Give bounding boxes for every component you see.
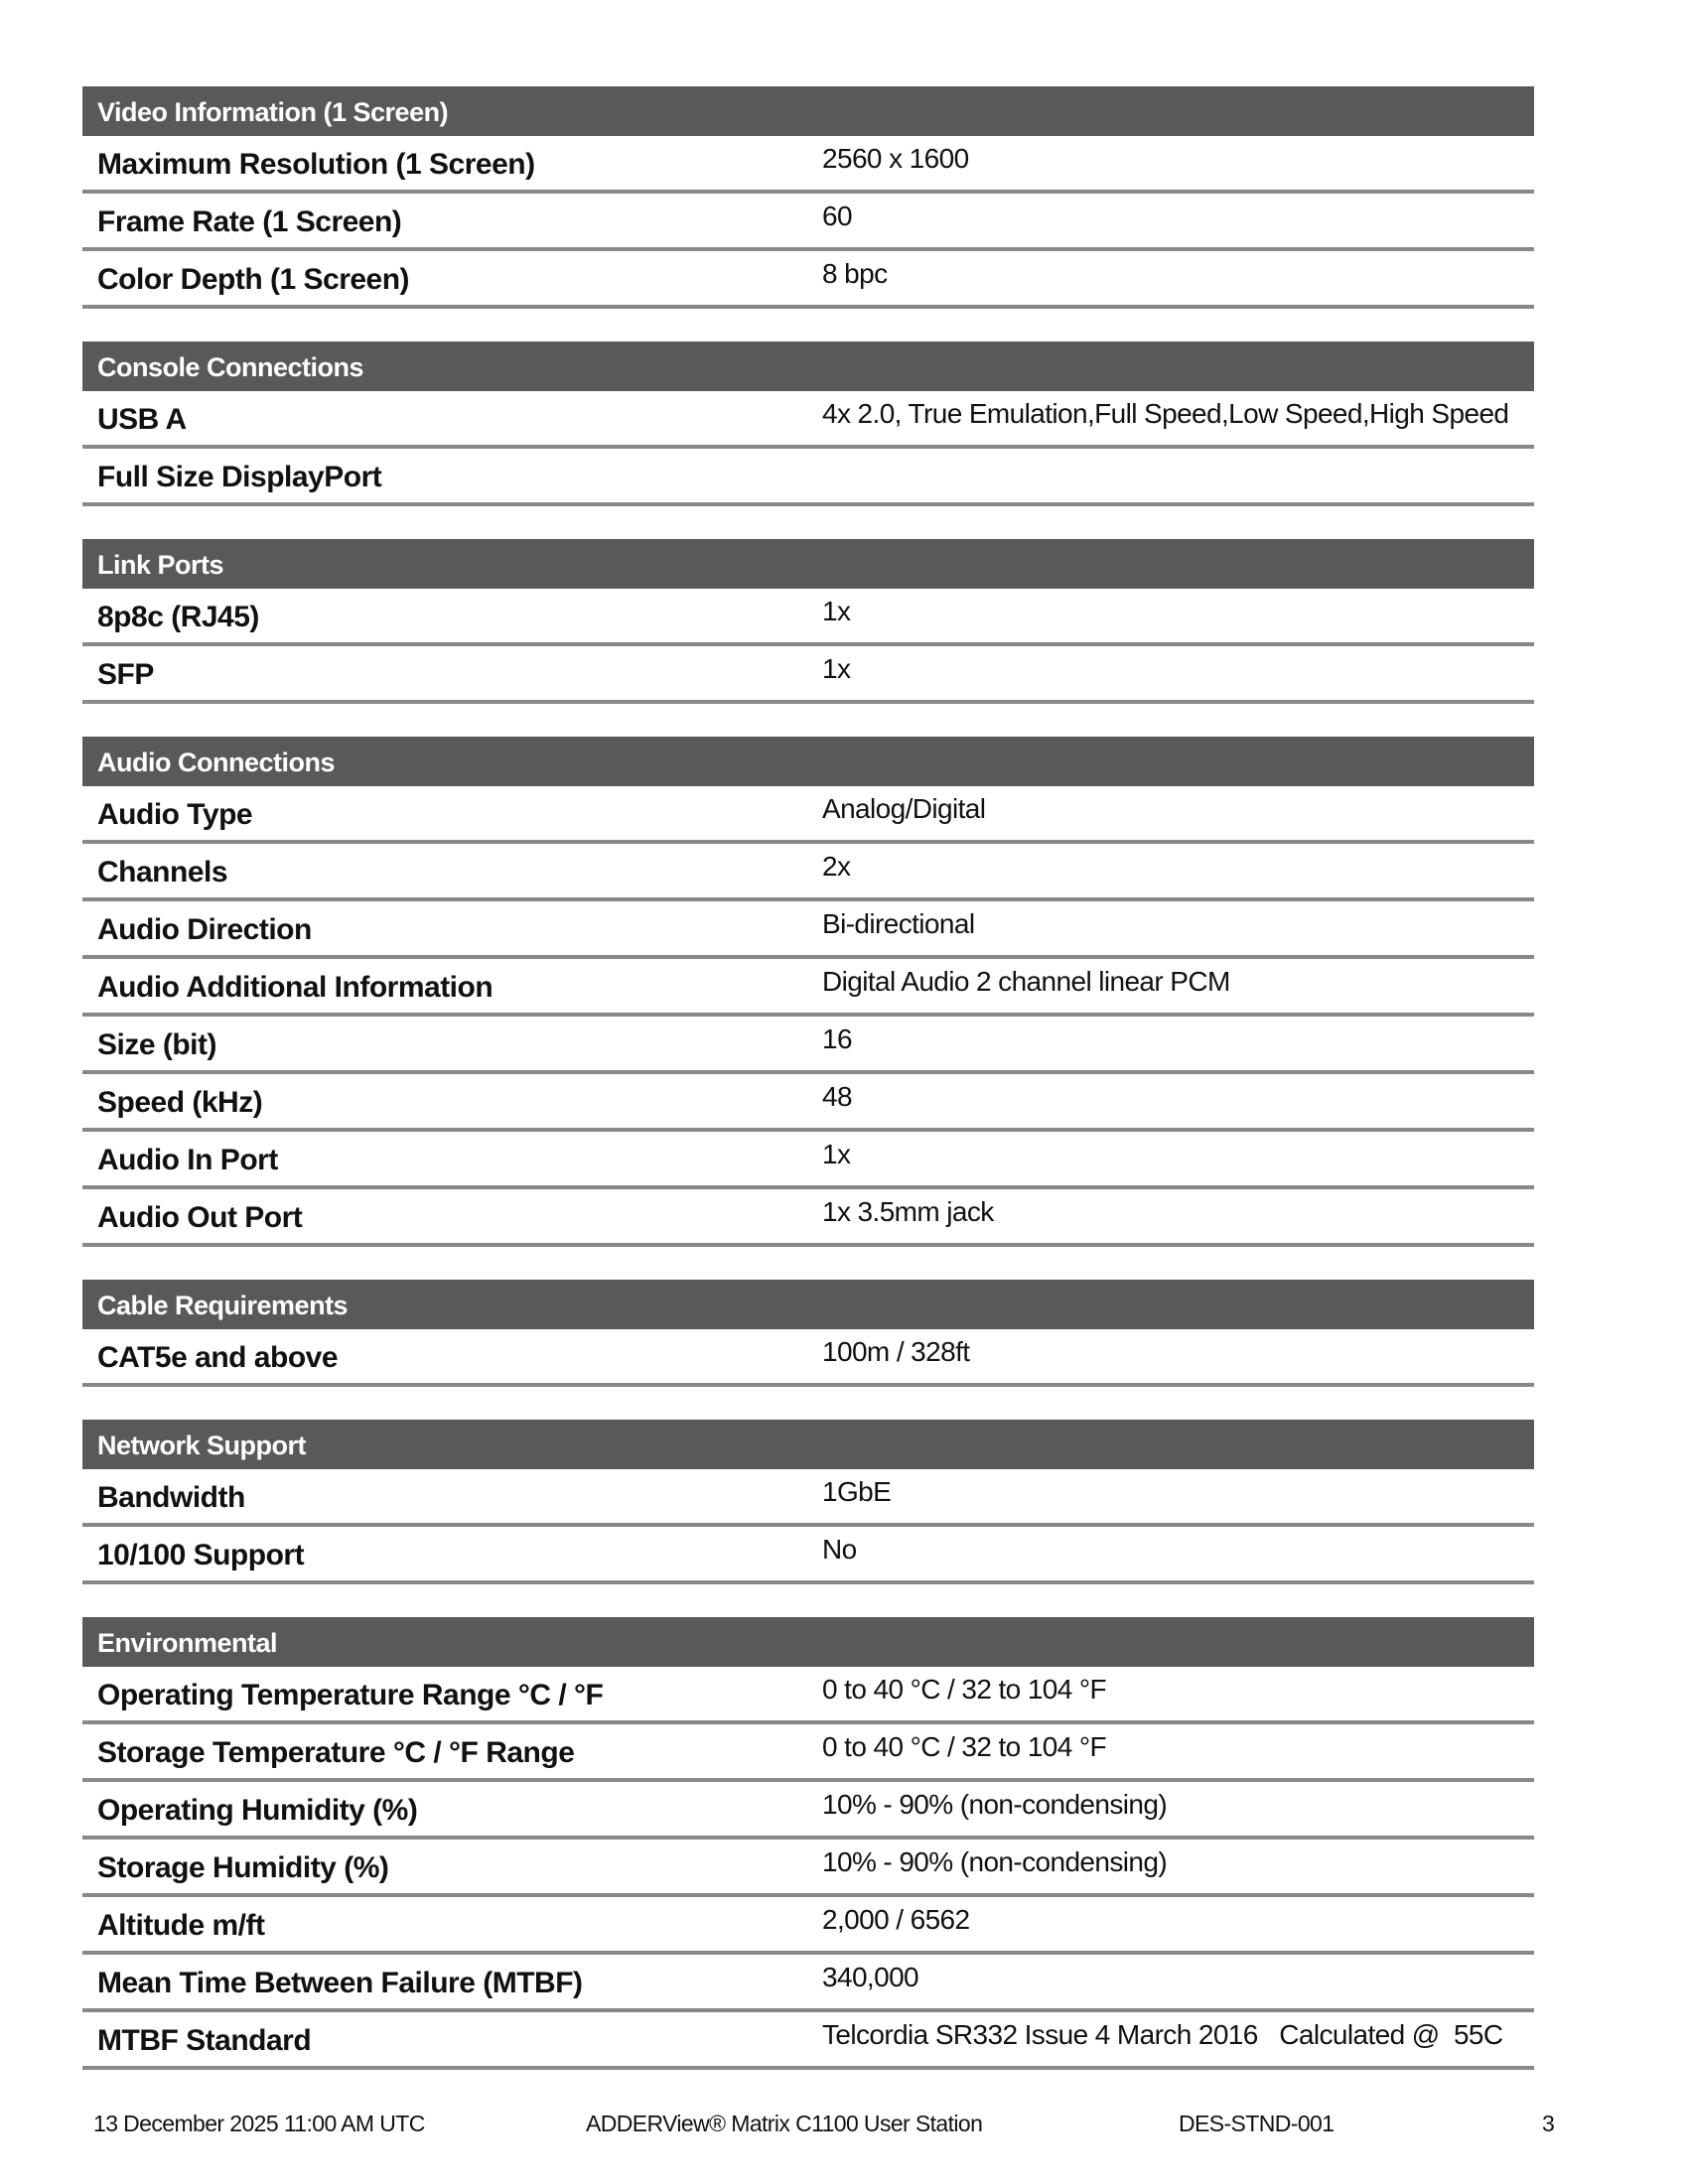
footer-product: ADDERView® Matrix C1100 User Station (586, 2111, 983, 2136)
spec-value: 1x (822, 1139, 851, 1169)
spec-row (82, 2012, 1534, 2070)
spec-row (82, 1782, 1534, 1840)
spec-label: Size (bit) (97, 1028, 216, 1061)
spec-row (82, 1469, 1534, 1527)
spec-value: 2x (822, 851, 851, 882)
spec-value: 8 bpc (822, 258, 888, 289)
section-header: Environmental (82, 1617, 1534, 1667)
spec-value: 1GbE (822, 1476, 892, 1507)
spec-value: 0 to 40 °C / 32 to 104 °F (822, 1731, 1107, 1762)
spec-value: Analog/Digital (822, 793, 986, 824)
spec-value: Bi-directional (822, 908, 975, 939)
spec-label: Storage Temperature °C / °F Range (97, 1736, 575, 1769)
spec-value: No (822, 1534, 857, 1565)
spec-label: Operating Temperature Range °C / °F (97, 1679, 604, 1711)
section-header: Network Support (82, 1420, 1534, 1469)
spec-label: 10/100 Support (97, 1539, 305, 1571)
spec-row (82, 646, 1534, 704)
section-header: Cable Requirements (82, 1280, 1534, 1329)
section-link-ports (82, 539, 1534, 704)
section-environmental (82, 1617, 1534, 2070)
spec-row (82, 251, 1534, 309)
spec-row (82, 1955, 1534, 2012)
spec-row (82, 391, 1534, 449)
spec-value: Digital Audio 2 channel linear PCM (822, 966, 1230, 997)
spec-value: 1x 3.5mm jack (822, 1196, 994, 1227)
spec-label: Audio Type (97, 798, 253, 831)
spec-row (82, 1897, 1534, 1955)
section-audio-connections (82, 737, 1534, 1247)
spec-label: SFP (97, 658, 154, 691)
spec-label: Operating Humidity (%) (97, 1794, 418, 1827)
spec-row (82, 449, 1534, 506)
spec-label: Bandwidth (97, 1481, 245, 1514)
spec-value: 4x 2.0, True Emulation,Full Speed,Low Speed,High Speed (822, 398, 1509, 429)
spec-value: 10% - 90% (non-condensing) (822, 1846, 1168, 1877)
spec-row (82, 1189, 1534, 1247)
spec-label: Channels (97, 856, 228, 888)
spec-label: Mean Time Between Failure (MTBF) (97, 1967, 583, 1999)
section-network-support (82, 1420, 1534, 1584)
section-cable-requirements (82, 1280, 1534, 1387)
spec-row (82, 1132, 1534, 1189)
footer-doc-id: DES-STND-001 (1179, 2111, 1335, 2136)
footer-date: 13 December 2025 11:00 AM UTC (93, 2111, 425, 2136)
spec-label: Audio Out Port (97, 1201, 303, 1234)
spec-value: 48 (822, 1081, 852, 1112)
spec-label: MTBF Standard (97, 2024, 312, 2057)
spec-label: Color Depth (1 Screen) (97, 263, 410, 296)
section-video-information (82, 86, 1534, 309)
spec-row (82, 589, 1534, 646)
spec-label: Altitude m/ft (97, 1909, 265, 1942)
footer-page-number: 3 (1542, 2111, 1555, 2136)
spec-row (82, 1527, 1534, 1584)
spec-row (82, 1074, 1534, 1132)
spec-value: 60 (822, 201, 852, 231)
spec-label: Speed (kHz) (97, 1086, 263, 1119)
spec-label: Storage Humidity (%) (97, 1851, 389, 1884)
spec-label: USB A (97, 403, 187, 436)
spec-row (82, 901, 1534, 959)
spec-row (82, 844, 1534, 901)
spec-value: 100m / 328ft (822, 1336, 970, 1367)
spec-row (82, 1724, 1534, 1782)
spec-label: Maximum Resolution (1 Screen) (97, 148, 535, 181)
spec-value: 10% - 90% (non-condensing) (822, 1789, 1168, 1820)
spec-value: 16 (822, 1024, 852, 1054)
section-header: Video Information (1 Screen) (82, 86, 1534, 136)
section-header: Link Ports (82, 539, 1534, 589)
spec-row (82, 1017, 1534, 1074)
spec-row (82, 786, 1534, 844)
spec-row (82, 959, 1534, 1017)
spec-label: Audio Direction (97, 913, 312, 946)
spec-row (82, 1840, 1534, 1897)
spec-label: Frame Rate (1 Screen) (97, 205, 402, 238)
spec-row (82, 194, 1534, 251)
section-header: Console Connections (82, 341, 1534, 391)
section-console-connections (82, 341, 1534, 506)
spec-value: Telcordia SR332 Issue 4 March 2016 Calculated @ 55C (822, 2019, 1503, 2050)
spec-value: 1x (822, 653, 851, 684)
page-footer (0, 2111, 1688, 2140)
spec-label: CAT5e and above (97, 1341, 339, 1374)
spec-label: Audio In Port (97, 1144, 278, 1176)
spec-label: 8p8c (RJ45) (97, 601, 259, 633)
spec-value: 340,000 (822, 1962, 919, 1992)
spec-row (82, 136, 1534, 194)
spec-sheet (82, 86, 1534, 2103)
spec-value: 0 to 40 °C / 32 to 104 °F (822, 1674, 1107, 1705)
spec-row (82, 1667, 1534, 1724)
spec-label: Full Size DisplayPort (97, 461, 382, 493)
section-header: Audio Connections (82, 737, 1534, 786)
spec-value: 2560 x 1600 (822, 143, 969, 174)
spec-label: Audio Additional Information (97, 971, 493, 1004)
spec-value: 1x (822, 596, 851, 626)
spec-row (82, 1329, 1534, 1387)
spec-value: 2,000 / 6562 (822, 1904, 970, 1935)
